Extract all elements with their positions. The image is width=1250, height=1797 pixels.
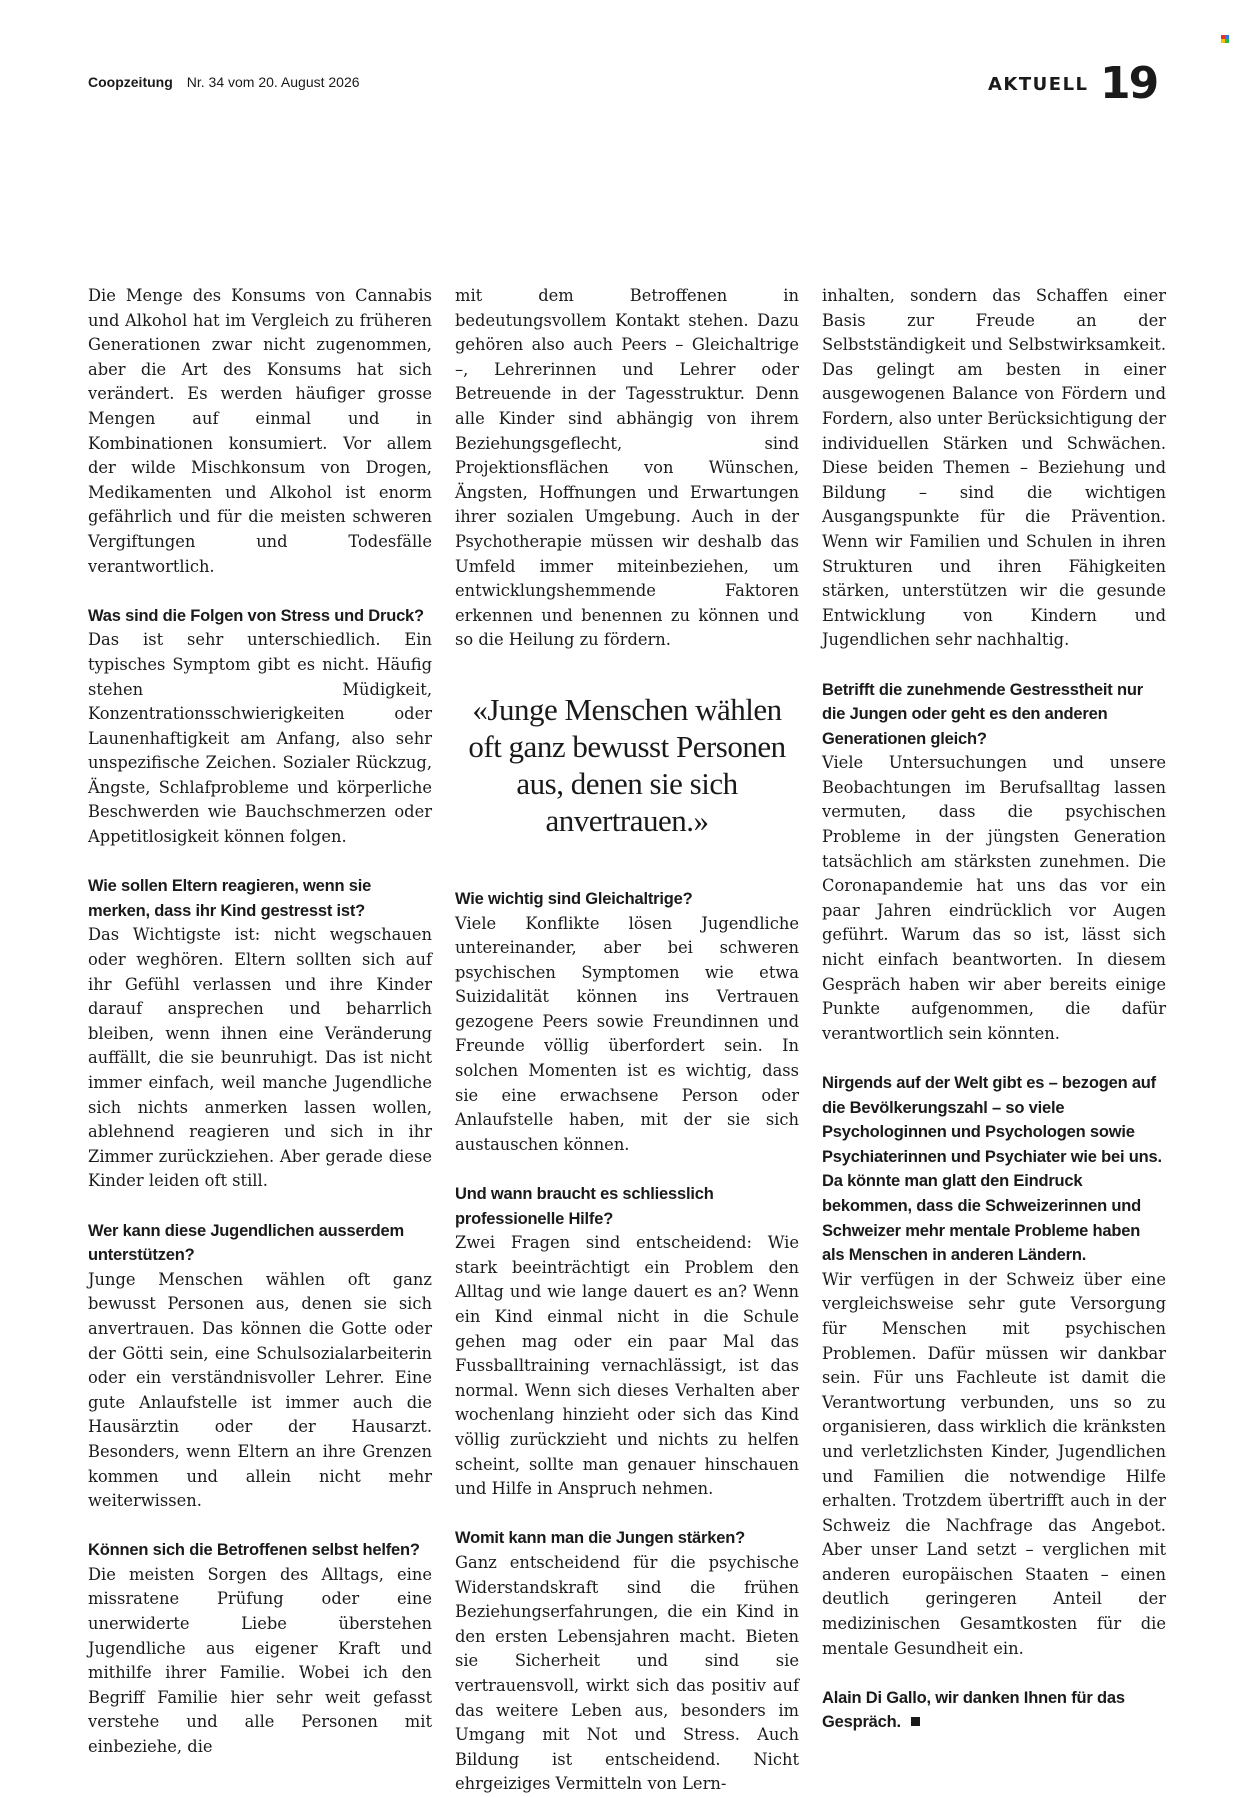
paragraph: Die Menge des Konsums von Cannabis und Alkohol hat im Vergleich zu früheren Generationen zwar nicht zugenommen, aber die Art des Konsums hat sich verändert. Es werden häufiger grosse Mengen auf einmal und in Kombinationen konsumiert. Vor allem der wilde Mischkonsum von Drogen, Medikamenten und Alkohol ist enorm gefährlich und für die meisten schweren Vergiftungen und Todesfälle verantwortlich. <box>88 286 432 576</box>
issue-date: Nr. 34 vom 20. August 2026 <box>186 74 360 90</box>
closing-line <box>822 1686 1166 1735</box>
publication-name: Coopzeitung <box>88 74 173 90</box>
interview-question: Wie wichtig sind Gleichaltrige? <box>455 889 693 908</box>
color-registration-icon <box>1221 35 1229 43</box>
closing-text: Alain Di Gallo, wir danken Ihnen für das Gespräch. <box>822 1688 1125 1732</box>
pull-quote: «Junge Menschen wählen oft ganz bewusst Personen aus, denen sie sich anvertrauen.» <box>468 691 786 838</box>
article-column-2 <box>455 284 799 1797</box>
interview-answer: Das ist sehr unterschiedlich. Ein typisches Symptom gibt es nicht. Häufig stehen Müdigkeit, Konzentrationsschwierigkeiten oder Launenhaftigkeit am Anfang, also sehr unspezifische Zeichen. Sozialer Rückzug, Ängste, Schlafprobleme und körperliche Beschwerden wie Bauchschmerzen oder Appetitlosigkeit können folgen. <box>88 630 432 847</box>
interview-answer: Das Wichtigste ist: nicht wegschauen oder weghören. Eltern sollten sich auf ihr Gefühl verlassen und ihre Kinder darauf ansprechen und beharrlich bleiben, wenn ihnen eine Veränderung auffällt, die sie beunruhigt. Das ist nicht immer einfach, weil manche Jugendliche sich nichts anmerken lassen wollen, ablehnend reagieren und sich in ihr Zimmer zurückziehen. Aber gerade diese Kinder leiden oft still. <box>88 925 432 1191</box>
interview-question: Was sind die Folgen von Stress und Druck? <box>88 606 424 625</box>
interview-answer: Viele Untersuchungen und unsere Beobachtungen im Berufsalltag lassen vermuten, dass die psychischen Probleme in der jüngsten Generation tatsächlich am stärksten zunehmen. Die Coronapandemie hat uns das vor ein paar Jahren eindrücklich vor Augen geführt. Warum das so ist, lässt sich nicht einfach beantworten. In diesem Gespräch haben wir aber bereits einige Punkte aufgenommen, die dafür verantwortlich sein könnten. <box>822 753 1166 1043</box>
paragraph: inhalten, sondern das Schaffen einer Basis zur Freude an der Selbstständigkeit und Selbstwirksamkeit. Das gelingt am besten in einer ausgewogenen Balance von Fördern und Fordern, also unter Berücksichtigung der individuellen Stärken und Schwächen. Diese beiden Themen – Beziehung und Bildung – sind die wichtigen Ausgangspunkte für die Prävention. Wenn wir Familien und Schulen in ihren Strukturen und ihren Fähigkeiten stärken, unterstützen wir die gesunde Entwicklung von Kindern und Jugendlichen sehr nachhaltig. <box>822 286 1166 650</box>
interview-question: Wie sollen Eltern reagieren, wenn sie merken, dass ihr Kind gestresst ist? <box>88 877 372 920</box>
interview-question: Betrifft die zunehmende Gestresstheit nur die Jungen oder geht es den anderen Generationen gleich? <box>822 680 1143 748</box>
interview-question: Können sich die Betroffenen selbst helfen? <box>88 1541 420 1560</box>
interview-answer: Viele Konflikte lösen Jugendliche untereinander, aber bei schweren psychischen Symptomen wie etwa Suizidalität können ins Vertrauen gezogene Peers sowie Freundinnen und Freunde völlig überfordert sein. In solchen Momenten ist es wichtig, dass sie eine erwachsene Person oder Anlaufstelle haben, mit der sie sich austauschen können. <box>455 913 799 1154</box>
interview-question: Womit kann man die Jungen stärken? <box>455 1529 745 1548</box>
color-swatch-green <box>1225 39 1229 43</box>
article-column-1 <box>88 284 432 1760</box>
page-number: 19 <box>1100 58 1158 109</box>
interview-question: Wer kann diese Jugendlichen ausserdem unterstützen? <box>88 1221 404 1265</box>
section-label: AKTUELL <box>988 74 1089 95</box>
end-of-article-icon <box>911 1717 920 1726</box>
interview-answer: Ganz entscheidend für die psychische Widerstandskraft sind die frühen Beziehungserfahrungen, die ein Kind in den ersten Lebensjahren macht. Bieten sie Sicherheit und sind sie vertrauensvoll, wirkt sich das positiv auf das weitere Leben aus, besonders im Umgang mit Not und Stress. Auch Bildung ist entscheidend. Nicht ehrgeiziges Vermitteln von Lern- <box>455 1552 799 1794</box>
interview-question: Nirgends auf der Welt gibt es – bezogen auf die Bevölkerungszahl – so viele Psychologinnen und Psychologen sowie Psychiaterinnen und Psychiater wie bei uns. Da könnte man glatt den Eindruck bekommen, dass die Schweizerinnen und Schweizer mehr mentale Probleme haben als Menschen in anderen Ländern. <box>822 1074 1162 1265</box>
interview-answer: Wir verfügen in der Schweiz über eine vergleichsweise sehr gute Versorgung für Menschen mit psychischen Problemen. Dafür müssen wir dankbar sein. Für uns Fachleute ist damit die Verantwortung verbunden, uns so zu organisieren, dass wirklich die kränksten und verletzlichsten Kinder, Jugendlichen und Familien die notwendige Hilfe erhalten. Trotzdem übertrifft auch in der Schweiz die Nachfrage das Angebot. Aber unser Land setzt – verglichen mit anderen europäischen Staaten – einen deutlich geringeren Anteil der medizinischen Gesamtkosten für die mentale Gesundheit ein. <box>822 1269 1166 1658</box>
interview-answer: Zwei Fragen sind entscheidend: Wie stark beeinträchtigt ein Problem den Alltag und wie lange dauert es an? Wenn ein Kind einmal nicht in die Schule gehen mag oder ein paar Mal das Fussballtraining vernachlässigt, ist das normal. Wenn sich dieses Verhalten aber wochenlang hinzieht oder sich das Kind völlig zurückzieht und nichts zu helfen scheint, sollte man genauer hinschauen und Hilfe in Anspruch nehmen. <box>455 1233 799 1499</box>
article-column-3 <box>822 284 1166 1735</box>
paragraph: mit dem Betroffenen in bedeutungsvollem Kontakt stehen. Dazu gehören also auch Peers – Gleichaltrige –, Lehrerinnen und Lehrer oder Betreuende in der Tagesstruktur. Denn alle Kinder sind abhängig von ihrem Beziehungsgeflecht, sind Projektionsflächen von Wünschen, Ängsten, Hoffnungen und Erwartungen ihrer sozialen Umgebung. Auch in der Psychotherapie müssen wir deshalb das Umfeld immer miteinbeziehen, um entwicklungshemmende Faktoren erkennen und benennen zu können und so die Heilung zu fördern. <box>455 286 799 650</box>
masthead <box>88 73 360 91</box>
interview-answer: Die meisten Sorgen des Alltags, eine missratene Prüfung oder eine unerwiderte Liebe überstehen Jugendliche aus eigener Kraft und mithilfe ihrer Familie. Wobei ich den Begriff Familie hier sehr weit gefasst verstehe und alle Personen mit einbeziehe, die <box>88 1564 432 1757</box>
interview-question: Und wann braucht es schliesslich professionelle Hilfe? <box>455 1185 714 1228</box>
interview-answer: Junge Menschen wählen oft ganz bewusst Personen aus, denen sie sich anvertrauen. Das können die Gotte oder der Götti sein, eine Schulsozialarbeiterin oder ein verständnisvoller Lehrer. Eine gute Anlaufstelle ist immer auch die Hausärztin oder der Hausarzt. Besonders, wenn Eltern an ihre Grenzen kommen und allein nicht mehr weiterwissen. <box>88 1269 432 1511</box>
